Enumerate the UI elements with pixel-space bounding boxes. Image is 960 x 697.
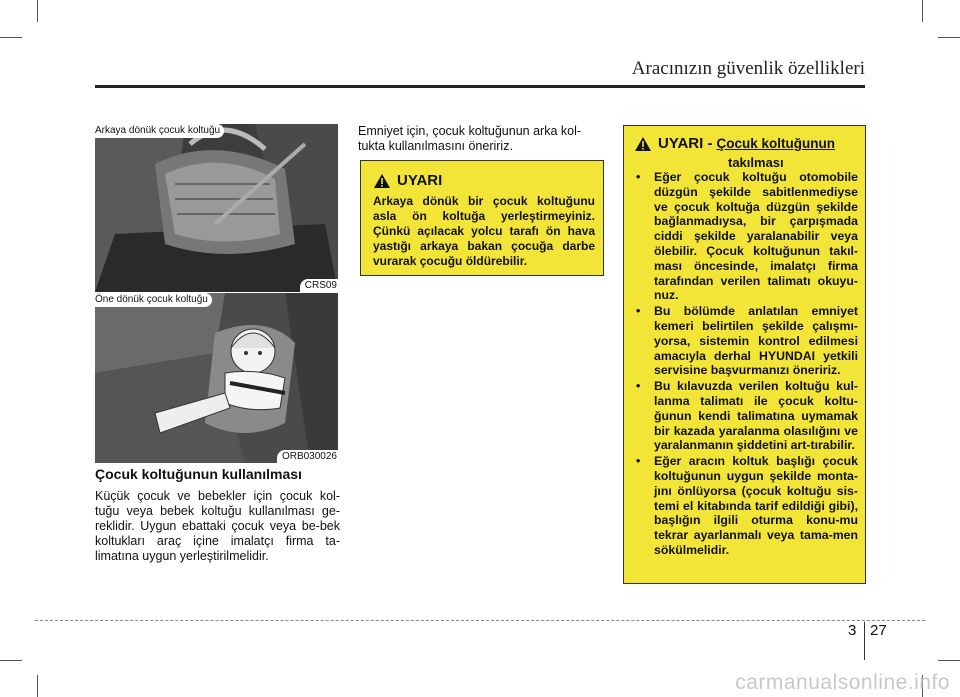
warning-icon <box>634 136 652 152</box>
crop-mark <box>0 37 22 38</box>
bullet: • <box>636 379 641 394</box>
section-body: Küçük çocuk ve bebekler için çocuk kol-tuğu veya bebek koltuğu kullanılması ge-reklidir. Uygun ebattaki çocuk veya be-bek koltukları araç içine imalatçı firma ta-limatına uygun yerleştirilmelidir. <box>95 489 340 563</box>
crop-mark <box>37 675 38 697</box>
warning-list-item <box>630 379 858 453</box>
warning-title-text: UYARI <box>397 172 443 189</box>
section-title: Çocuk koltuğunun kullanılması <box>95 466 302 482</box>
footer-divider <box>864 622 865 660</box>
warning-subtitle: Çocuk koltuğunun <box>716 136 835 151</box>
crop-mark <box>938 660 960 661</box>
watermark: carmanualsonline.info <box>735 671 950 694</box>
warning-subtitle-line2: takılması <box>728 155 784 170</box>
chapter-number: 3 <box>848 622 857 639</box>
warning-body: Arkaya dönük bir çocuk koltuğunu asla ön koltuğa yerleştirmeyiniz. Çünkü açılacak yolcu tarafı ön hava yastığı arkaya bakan çocuğa darbe vurarak çocuğu öldürebilir. <box>373 194 595 268</box>
figure-rear-facing-seat <box>95 124 338 292</box>
warning-list-item <box>630 304 858 378</box>
page-number: 27 <box>870 622 887 639</box>
warning-box-rear-facing <box>360 160 604 276</box>
figure-label: Arkaya dönük çocuk koltuğu <box>95 124 224 138</box>
footer-rule <box>35 620 925 621</box>
page-header-title: Aracınızın güvenlik özellikleri <box>631 58 865 79</box>
warning-list <box>630 170 858 559</box>
forward-facing-seat-illustration <box>95 293 338 463</box>
figure-code: ORB030026 <box>277 450 338 463</box>
bullet: • <box>636 170 641 184</box>
warning-title-text: UYARI - <box>658 135 713 152</box>
warning-item-text: Eğer çocuk koltuğu otomobile düzgün şekilde sabitlenmediyse ve çocuk koltuğa düzgün şekilde bağlanmadıysa, bir çarpışmada ciddi şekilde yaralanabilir veya ölebilir. Çocuk koltuğunun takıl-ması öncesinde, imalatçı firma tarafından verilen talimatı okuyu-nuz. <box>654 170 858 303</box>
warning-title <box>373 172 442 189</box>
bullet: • <box>636 454 641 469</box>
bullet: • <box>636 304 641 319</box>
figure-forward-facing-seat <box>95 293 338 463</box>
warning-box-installation <box>623 125 866 584</box>
warning-list-item <box>630 170 858 303</box>
warning-item-text: Bu kılavuzda verilen koltuğu kul-lanma talimatı ile çocuk koltu-ğunun kendi talimatına uymamak bir kazada yaralanma olasılığını ve yaralanmanın şiddetini art-tırabilir. <box>654 379 858 453</box>
warning-list-item <box>630 454 858 558</box>
warning-icon <box>373 173 391 189</box>
intro-text: Emniyet için, çocuk koltuğunun arka kol-tukta kullanılmasını öneririz. <box>358 124 582 153</box>
figure-label: Öne dönük çocuk koltuğu <box>95 293 212 307</box>
rear-facing-seat-illustration <box>95 124 338 292</box>
crop-mark <box>938 37 960 38</box>
warning-item-text: Bu bölümde anlatılan emniyet kemeri belirtilen şekilde çalışmı-yorsa, sistemin kontrol edilmesi amacıyla derhal HYUNDAI yetkili servisine başvurmanızı öneririz. <box>654 304 858 378</box>
crop-mark <box>0 660 22 661</box>
crop-mark <box>37 0 38 22</box>
figure-code: CRS09 <box>300 279 338 292</box>
warning-item-text: Eğer aracın koltuk başlığı çocuk koltuğunun uygun şekilde monta-jını önlüyorsa (çocuk koltuğu sis-temi el kitabında tarif edildiği gibi), başlığın ilgili oturma konu-mu tekrar ayarlanmalı veya tama-men sökülmelidir. <box>654 454 858 557</box>
warning-title <box>634 135 835 152</box>
header-rule <box>95 85 865 88</box>
crop-mark <box>922 0 923 22</box>
